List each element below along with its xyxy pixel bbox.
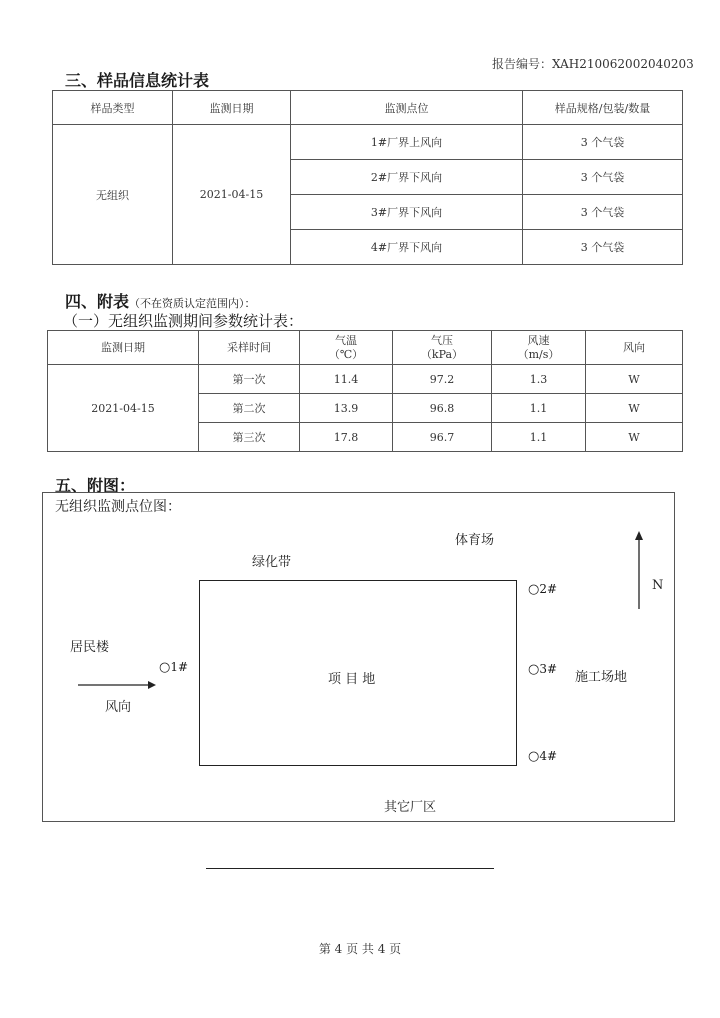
th-temp-label: 气温 [335, 333, 357, 347]
cell-time: 第三次 [199, 423, 300, 452]
footer-divider [206, 868, 494, 869]
point-label: 2# [539, 582, 558, 596]
parameter-table [47, 330, 683, 452]
section5-title: 五、附图： [55, 476, 136, 495]
label-construction-site: 施工场地 [575, 670, 628, 685]
point-circle-icon: ○ [528, 749, 540, 764]
label-residential: 居民楼 [70, 640, 110, 655]
section4-title [65, 289, 256, 312]
report-number: 报告编号：XAH210062002040203 [492, 57, 694, 71]
cell-point: 2#厂界下风向 [291, 160, 523, 195]
cell-point: 1#厂界上风向 [291, 125, 523, 160]
point-circle-icon: ○ [159, 660, 171, 675]
cell-pressure: 96.8 [393, 394, 492, 423]
th-date: 监测日期 [48, 331, 199, 365]
label-north: N [652, 578, 664, 593]
th-wind-speed-unit: （m/s） [517, 347, 560, 361]
monitoring-point-2 [528, 582, 557, 597]
monitoring-point-1 [159, 660, 188, 675]
th-pressure-unit: （kPa） [420, 347, 464, 361]
monitoring-point-3 [528, 662, 557, 677]
monitoring-point-4 [528, 749, 557, 764]
th-point: 监测点位 [291, 91, 523, 125]
th-wind-speed-label: 风速 [527, 333, 550, 347]
cell-sample-type: 无组织 [53, 125, 173, 265]
label-wind-direction: 风向 [105, 700, 132, 715]
cell-date: 2021-04-15 [48, 365, 199, 452]
cell-dir: W [586, 423, 683, 452]
point-circle-icon: ○ [528, 582, 540, 597]
th-pressure [393, 331, 492, 365]
north-arrow-icon [633, 531, 645, 611]
cell-time: 第一次 [199, 365, 300, 394]
point-circle-icon: ○ [528, 662, 540, 677]
th-temp-unit: （℃） [328, 347, 364, 361]
sample-info-table [52, 90, 683, 265]
cell-temp: 17.8 [300, 423, 393, 452]
cell-pressure: 96.7 [393, 423, 492, 452]
th-time [199, 331, 300, 365]
th-temp [300, 331, 393, 365]
cell-speed: 1.1 [492, 423, 586, 452]
point-label: 3# [539, 662, 558, 676]
cell-dir: W [586, 365, 683, 394]
th-sample-type: 样品类型 [53, 91, 173, 125]
th-wind-dir: 风向 [586, 331, 683, 365]
th-time-label: 采样时间 [227, 340, 271, 354]
th-spec: 样品规格/包装/数量 [523, 91, 683, 125]
section4-subtitle: （一）无组织监测期间参数统计表： [63, 312, 304, 330]
point-label: 1# [170, 660, 189, 674]
section3-title: 三、样品信息统计表 [65, 71, 210, 90]
page-number: 第 4 页 共 4 页 [318, 942, 402, 956]
cell-spec: 3 个气袋 [523, 230, 683, 265]
cell-speed: 1.3 [492, 365, 586, 394]
label-stadium: 体育场 [455, 533, 495, 548]
th-date: 监测日期 [173, 91, 291, 125]
cell-date: 2021-04-15 [173, 125, 291, 265]
label-green-belt: 绿化带 [252, 555, 292, 570]
cell-spec: 3 个气袋 [523, 195, 683, 230]
cell-spec: 3 个气袋 [523, 125, 683, 160]
section4-note: （不在资质认定范围内）： [129, 297, 256, 310]
label-project-site: 项 目 地 [328, 672, 376, 687]
wind-arrow-icon [78, 679, 156, 691]
label-other-factory: 其它厂区 [384, 800, 437, 815]
cell-time: 第二次 [199, 394, 300, 423]
table-row [53, 125, 683, 160]
point-label: 4# [539, 749, 558, 763]
cell-pressure: 97.2 [393, 365, 492, 394]
cell-temp: 13.9 [300, 394, 393, 423]
th-wind-speed [492, 331, 586, 365]
cell-dir: W [586, 394, 683, 423]
cell-spec: 3 个气袋 [523, 160, 683, 195]
figure-title: 无组织监测点位图： [55, 499, 181, 515]
cell-point: 4#厂界下风向 [291, 230, 523, 265]
th-pressure-label: 气压 [431, 333, 453, 347]
cell-temp: 11.4 [300, 365, 393, 394]
table-row [48, 365, 683, 394]
section4-title-text: 四、附表 [65, 292, 130, 311]
cell-point: 3#厂界下风向 [291, 195, 523, 230]
cell-speed: 1.1 [492, 394, 586, 423]
